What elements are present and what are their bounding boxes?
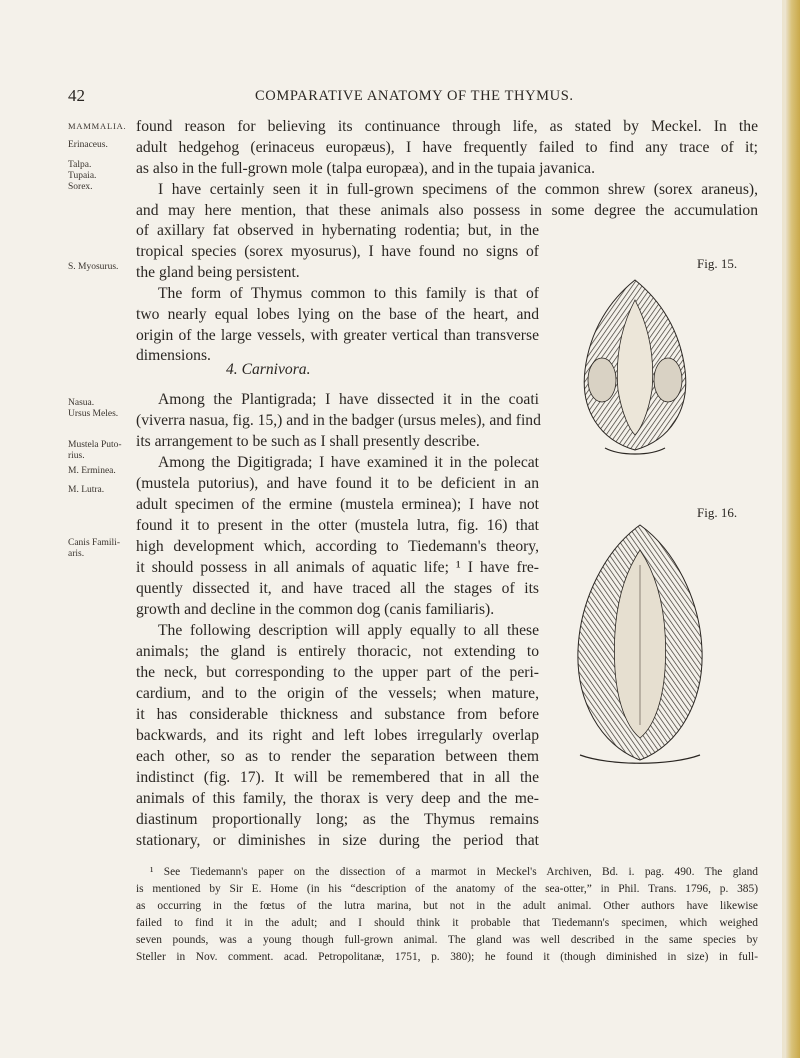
section-heading: 4. Carnivora. bbox=[226, 361, 311, 378]
body-line: I have certainly seen it in full-grown specimens of the common shrew (sorex araneus), bbox=[158, 181, 758, 198]
sidenote-mammalia: MAMMALIA. bbox=[68, 121, 127, 131]
sidenote-erinaceus: Erinaceus. bbox=[68, 140, 108, 150]
body-line: animals of this family, the thorax is very deep and the me- bbox=[136, 790, 539, 807]
body-line: high development which, according to Tiedemann's theory, bbox=[136, 538, 539, 555]
body-line: and may here mention, that these animals also possess in some degree the accumulation bbox=[136, 202, 758, 219]
figure-label-15: Fig. 15. bbox=[697, 256, 738, 271]
body-line: adult hedgehog (erinaceus europæus), I have frequently failed to find any trace of it; bbox=[136, 139, 758, 156]
running-head: COMPARATIVE ANATOMY OF THE THYMUS. bbox=[255, 88, 574, 104]
body-line: (mustela putorius), and have found it to be deficient in an bbox=[136, 475, 539, 492]
page-edge-binding bbox=[786, 0, 800, 1058]
sidenote-ursus-meles: Ursus Meles. bbox=[68, 409, 119, 419]
body-line: dimensions. bbox=[136, 347, 211, 364]
footnote-line: is mentioned by Sir E. Home (in his “description of the anatomy of the sea-otter,” in Phil. Trans. 1796, p. 385) bbox=[136, 883, 758, 895]
footnote-line: failed to find it in the adult; and I should think it probable that Tiedemann's specimen, which weighed bbox=[136, 917, 758, 929]
figure-16-illustration bbox=[560, 520, 720, 770]
body-line: it should possess in all animals of aquatic life; ¹ I have fre- bbox=[136, 559, 539, 576]
sidenote-canis-familiaris: Canis Famili- bbox=[68, 538, 120, 548]
footnote-line: Steller in Nov. comment. acad. Petropolitanæ, 1751, p. 380); he found it (though diminished in size) in full- bbox=[136, 951, 758, 963]
page-number: 42 bbox=[68, 86, 85, 105]
body-line: quently dissected it, and have traced all the stages of its bbox=[136, 580, 539, 597]
sidenote-mustela-putorius-cont: rius. bbox=[68, 451, 85, 461]
footnote-line: seven pounds, was a young though full-grown animal. The gland was well described in the same species by bbox=[136, 934, 758, 946]
figure-label-16: Fig. 16. bbox=[697, 505, 738, 520]
body-line: cardium, and to the origin of the vessels; when mature, bbox=[136, 685, 539, 702]
body-line: animals; the gland is entirely thoracic, not extending to bbox=[136, 643, 539, 660]
body-line: two nearly equal lobes lying on the base of the heart, and bbox=[136, 306, 539, 323]
body-line: (viverra nasua, fig. 15,) and in the badger (ursus meles), and find bbox=[136, 412, 541, 429]
body-line: it has considerable thickness and substance from before bbox=[136, 706, 539, 723]
sidenote-nasua: Nasua. bbox=[68, 398, 95, 408]
body-line: its arrangement to be such as I shall presently describe. bbox=[136, 433, 480, 450]
body-line: adult specimen of the ermine (mustela erminea); I have not bbox=[136, 496, 539, 513]
body-line: backwards, and its right and left lobes irregularly overlap bbox=[136, 727, 539, 744]
sidenote-s-myosurus: S. Myosurus. bbox=[68, 262, 119, 272]
body-line: the gland being persistent. bbox=[136, 264, 300, 281]
body-line: Among the Plantigrada; I have dissected it in the coati bbox=[158, 391, 539, 408]
figure-15-illustration bbox=[560, 270, 710, 460]
body-line: The form of Thymus common to this family is that of bbox=[158, 285, 539, 302]
sidenote-tupaia: Tupaia. bbox=[68, 171, 97, 181]
body-line: found reason for believing its continuance through life, as stated by Meckel. In the bbox=[136, 118, 758, 135]
body-line: The following description will apply equally to all these bbox=[158, 622, 539, 639]
body-line: found it to present in the otter (mustela lutra, fig. 16) that bbox=[136, 517, 539, 534]
sidenote-sorex: Sorex. bbox=[68, 182, 93, 192]
body-line: stationary, or diminishes in size during the period that bbox=[136, 832, 539, 849]
sidenote-mustela-putorius: Mustela Puto- bbox=[68, 440, 122, 450]
footnote-line: ¹ See Tiedemann's paper on the dissection of a marmot in Meckel's Archiven, Bd. i. pag. 490. The gland bbox=[150, 866, 758, 878]
body-line: indistinct (fig. 17). It will be remembered that in all the bbox=[136, 769, 539, 786]
body-line: origin of the large vessels, with greater vertical than transverse bbox=[136, 327, 539, 344]
sidenote-m-lutra: M. Lutra. bbox=[68, 485, 105, 495]
body-line: diastinum proportionally long; as the Thymus remains bbox=[136, 811, 539, 828]
body-line: growth and decline in the common dog (canis familiaris). bbox=[136, 601, 495, 618]
sidenote-canis-familiaris-cont: aris. bbox=[68, 549, 85, 559]
body-line: as also in the full-grown mole (talpa europæa), and in the tupaia javanica. bbox=[136, 160, 595, 177]
footnote-line: as occurring in the fœtus of the lutra marina, but not in the adult animal. Other authors have likewise bbox=[136, 900, 758, 912]
body-line: Among the Digitigrada; I have examined it in the polecat bbox=[158, 454, 539, 471]
sidenote-talpa: Talpa. bbox=[68, 160, 92, 170]
sidenote-m-erminea: M. Erminea. bbox=[68, 466, 116, 476]
body-line: tropical species (sorex myosurus), I have found no signs of bbox=[136, 243, 539, 260]
body-line: the neck, but corresponding to the upper part of the peri- bbox=[136, 664, 539, 681]
body-line: each other, so as to render the separation between them bbox=[136, 748, 539, 765]
body-line: of axillary fat observed in hybernating rodentia; but, in the bbox=[136, 222, 539, 239]
